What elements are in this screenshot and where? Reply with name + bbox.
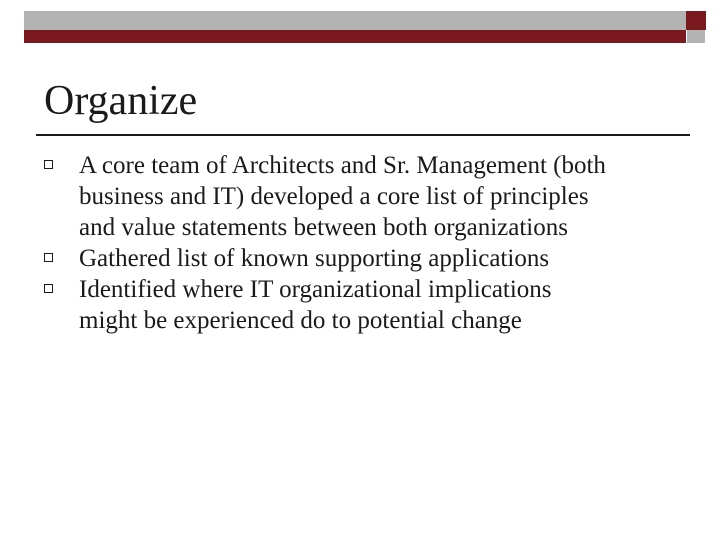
bullet-list: [44, 150, 684, 336]
bullet-line: Gathered list of known supporting applications: [79, 245, 550, 272]
title-divider: [36, 134, 690, 136]
banner-red-stripe: [24, 30, 686, 43]
bullet-line: might be experienced do to potential change: [79, 307, 522, 334]
bullet-item: [44, 274, 684, 336]
hollow-square-bullet-icon: [44, 160, 53, 169]
bullet-line: and value statements between both organizations: [79, 214, 568, 241]
banner-gray-stripe: [24, 11, 686, 30]
bullet-item: [44, 243, 684, 274]
bullet-item: [44, 150, 684, 243]
hollow-square-bullet-icon: [44, 284, 53, 293]
hollow-square-bullet-icon: [44, 253, 53, 262]
slide-title: Organize: [44, 78, 198, 124]
corner-red-square: [686, 11, 706, 30]
corner-gray-square: [687, 30, 705, 43]
bullet-line: A core team of Architects and Sr. Management (both: [79, 152, 606, 179]
bullet-line: Identified where IT organizational implications: [79, 276, 552, 303]
corner-squares-decoration: [686, 11, 706, 43]
bullet-line: business and IT) developed a core list of principles: [79, 183, 589, 210]
top-banner: [24, 11, 686, 43]
